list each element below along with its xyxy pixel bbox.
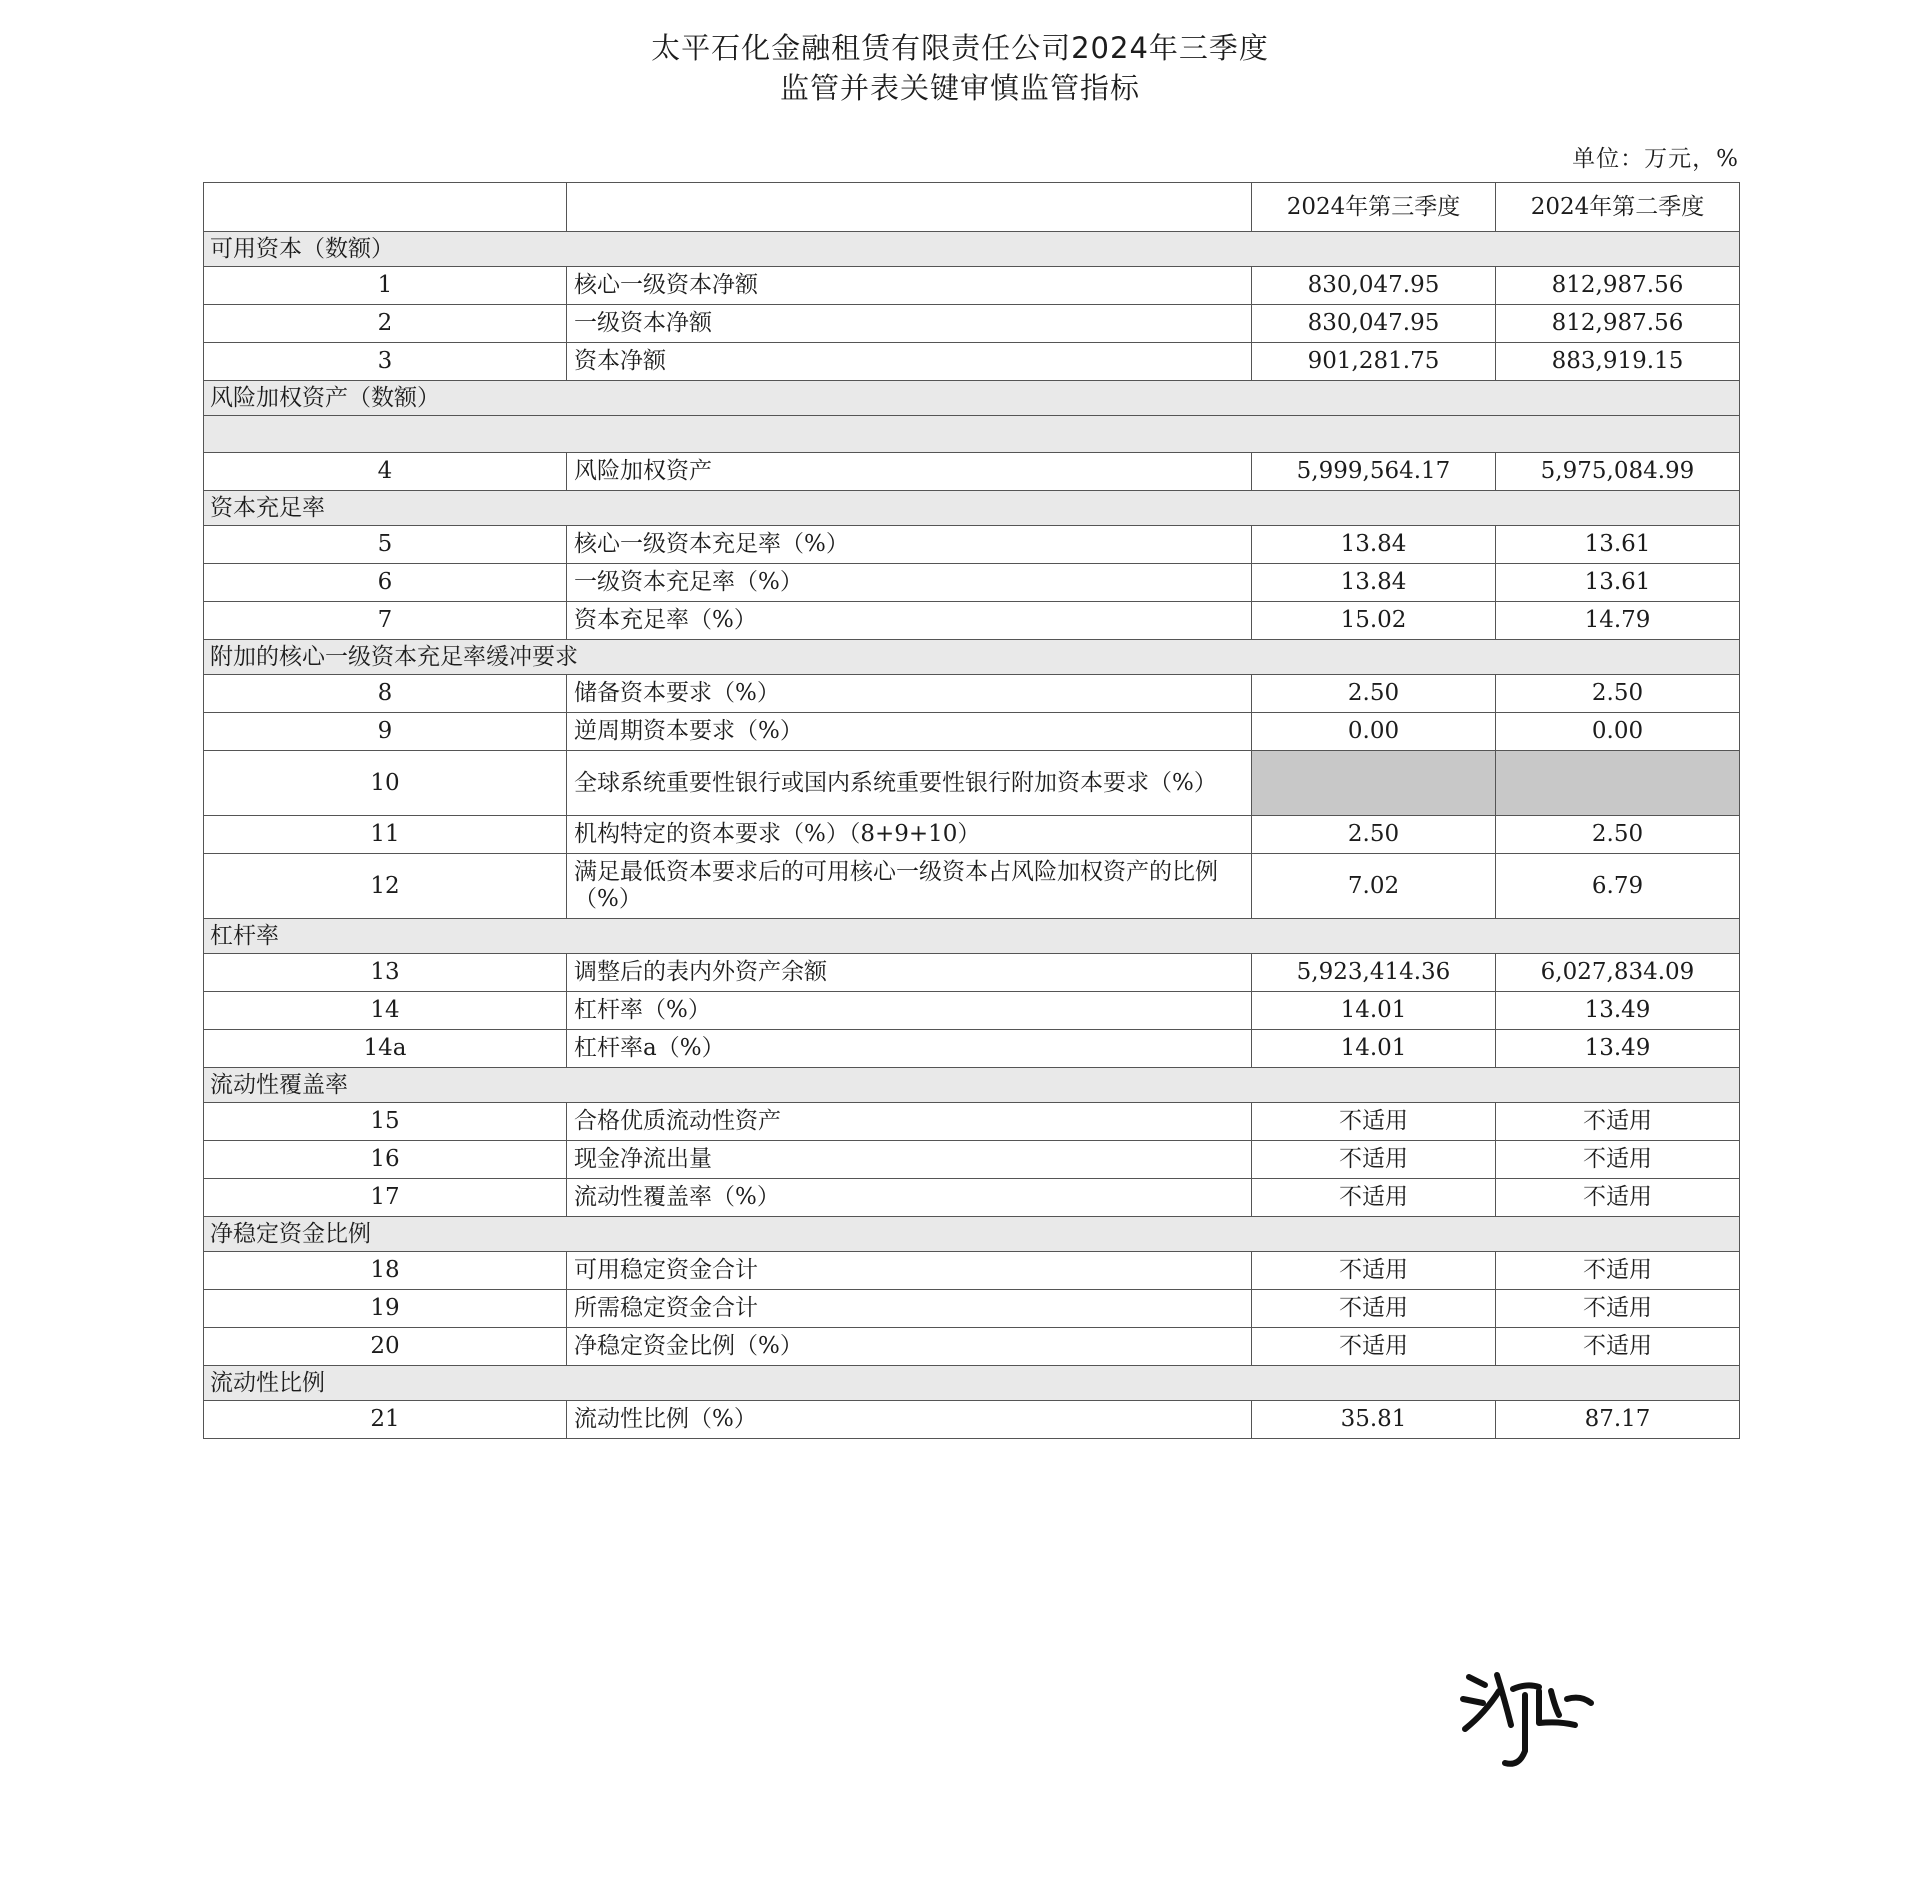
row-label: 风险加权资产 bbox=[567, 453, 1252, 491]
value-q3: 不适用 bbox=[1252, 1328, 1496, 1366]
row-label: 储备资本要求（%） bbox=[567, 675, 1252, 713]
table-row bbox=[204, 267, 1740, 305]
header-q3: 2024年第三季度 bbox=[1252, 183, 1496, 232]
row-number: 2 bbox=[204, 305, 567, 343]
table-row bbox=[204, 526, 1740, 564]
value-q3: 830,047.95 bbox=[1252, 267, 1496, 305]
row-number: 11 bbox=[204, 816, 567, 854]
section-row bbox=[204, 1068, 1740, 1103]
row-number: 21 bbox=[204, 1401, 567, 1439]
document-title bbox=[0, 28, 1920, 108]
table-row bbox=[204, 854, 1740, 919]
title-line-1: 太平石化金融租赁有限责任公司2024年三季度 bbox=[651, 31, 1269, 65]
row-number: 19 bbox=[204, 1290, 567, 1328]
value-q2: 不适用 bbox=[1496, 1290, 1740, 1328]
table-row bbox=[204, 1103, 1740, 1141]
value-q3: 不适用 bbox=[1252, 1290, 1496, 1328]
value-q3: 不适用 bbox=[1252, 1179, 1496, 1217]
value-q2: 不适用 bbox=[1496, 1179, 1740, 1217]
row-label: 净稳定资金比例（%） bbox=[567, 1328, 1252, 1366]
table-row bbox=[204, 1290, 1740, 1328]
row-label: 可用稳定资金合计 bbox=[567, 1252, 1252, 1290]
row-number: 13 bbox=[204, 954, 567, 992]
row-number: 15 bbox=[204, 1103, 567, 1141]
section-title: 流动性比例 bbox=[204, 1366, 1740, 1401]
section-title: 流动性覆盖率 bbox=[204, 1068, 1740, 1103]
row-label: 机构特定的资本要求（%）（8+9+10） bbox=[567, 816, 1252, 854]
row-label: 流动性覆盖率（%） bbox=[567, 1179, 1252, 1217]
section-row bbox=[204, 1217, 1740, 1252]
row-number: 14 bbox=[204, 992, 567, 1030]
value-q2: 13.61 bbox=[1496, 526, 1740, 564]
row-number: 12 bbox=[204, 854, 567, 919]
row-label: 资本充足率（%） bbox=[567, 602, 1252, 640]
row-number: 16 bbox=[204, 1141, 567, 1179]
value-q3 bbox=[1252, 751, 1496, 816]
row-label: 现金净流出量 bbox=[567, 1141, 1252, 1179]
value-q2: 883,919.15 bbox=[1496, 343, 1740, 381]
header-blank-no bbox=[204, 183, 567, 232]
blank-shaded-row bbox=[204, 416, 1740, 453]
row-label: 杠杆率（%） bbox=[567, 992, 1252, 1030]
value-q2: 13.49 bbox=[1496, 992, 1740, 1030]
row-number: 6 bbox=[204, 564, 567, 602]
handwritten-signature bbox=[1455, 1655, 1605, 1775]
table-row bbox=[204, 1179, 1740, 1217]
value-q3: 不适用 bbox=[1252, 1252, 1496, 1290]
value-q3: 901,281.75 bbox=[1252, 343, 1496, 381]
table-row bbox=[204, 713, 1740, 751]
blank-shaded-cell bbox=[204, 416, 1740, 453]
table-row bbox=[204, 954, 1740, 992]
value-q2: 0.00 bbox=[1496, 713, 1740, 751]
value-q2: 6.79 bbox=[1496, 854, 1740, 919]
value-q2: 13.49 bbox=[1496, 1030, 1740, 1068]
title-line-2: 监管并表关键审慎监管指标 bbox=[779, 71, 1140, 105]
section-row bbox=[204, 1366, 1740, 1401]
row-label: 杠杆率a（%） bbox=[567, 1030, 1252, 1068]
row-label: 所需稳定资金合计 bbox=[567, 1290, 1252, 1328]
table-row bbox=[204, 751, 1740, 816]
value-q2: 812,987.56 bbox=[1496, 305, 1740, 343]
value-q3: 7.02 bbox=[1252, 854, 1496, 919]
value-q2: 812,987.56 bbox=[1496, 267, 1740, 305]
row-label: 核心一级资本净额 bbox=[567, 267, 1252, 305]
section-row bbox=[204, 919, 1740, 954]
table-row bbox=[204, 1401, 1740, 1439]
value-q3: 13.84 bbox=[1252, 564, 1496, 602]
table-row bbox=[204, 343, 1740, 381]
table-row bbox=[204, 602, 1740, 640]
value-q2: 14.79 bbox=[1496, 602, 1740, 640]
row-number: 10 bbox=[204, 751, 567, 816]
value-q3: 5,923,414.36 bbox=[1252, 954, 1496, 992]
value-q2 bbox=[1496, 751, 1740, 816]
row-number: 7 bbox=[204, 602, 567, 640]
table-row bbox=[204, 816, 1740, 854]
value-q2: 87.17 bbox=[1496, 1401, 1740, 1439]
header-q2: 2024年第二季度 bbox=[1496, 183, 1740, 232]
value-q2: 5,975,084.99 bbox=[1496, 453, 1740, 491]
row-label: 满足最低资本要求后的可用核心一级资本占风险加权资产的比例（%） bbox=[567, 854, 1252, 919]
row-number: 17 bbox=[204, 1179, 567, 1217]
section-row bbox=[204, 381, 1740, 416]
table-row bbox=[204, 305, 1740, 343]
row-label: 调整后的表内外资产余额 bbox=[567, 954, 1252, 992]
row-number: 14a bbox=[204, 1030, 567, 1068]
row-number: 8 bbox=[204, 675, 567, 713]
value-q2: 不适用 bbox=[1496, 1252, 1740, 1290]
row-label: 资本净额 bbox=[567, 343, 1252, 381]
value-q3: 830,047.95 bbox=[1252, 305, 1496, 343]
table-row bbox=[204, 1328, 1740, 1366]
row-number: 9 bbox=[204, 713, 567, 751]
table-row bbox=[204, 1252, 1740, 1290]
section-title: 风险加权资产（数额） bbox=[204, 381, 1740, 416]
value-q3: 不适用 bbox=[1252, 1103, 1496, 1141]
value-q2: 6,027,834.09 bbox=[1496, 954, 1740, 992]
table-row bbox=[204, 564, 1740, 602]
row-label: 核心一级资本充足率（%） bbox=[567, 526, 1252, 564]
value-q2: 不适用 bbox=[1496, 1103, 1740, 1141]
section-title: 资本充足率 bbox=[204, 491, 1740, 526]
value-q2: 不适用 bbox=[1496, 1328, 1740, 1366]
indicator-table bbox=[203, 182, 1740, 1439]
section-row bbox=[204, 232, 1740, 267]
row-number: 1 bbox=[204, 267, 567, 305]
row-label: 流动性比例（%） bbox=[567, 1401, 1252, 1439]
value-q3: 2.50 bbox=[1252, 675, 1496, 713]
row-number: 20 bbox=[204, 1328, 567, 1366]
section-row bbox=[204, 491, 1740, 526]
table-row bbox=[204, 675, 1740, 713]
row-number: 3 bbox=[204, 343, 567, 381]
section-title: 附加的核心一级资本充足率缓冲要求 bbox=[204, 640, 1740, 675]
section-title: 杠杆率 bbox=[204, 919, 1740, 954]
table-row bbox=[204, 1141, 1740, 1179]
section-row bbox=[204, 640, 1740, 675]
unit-note: 单位：万元，% bbox=[1572, 146, 1739, 172]
table-row bbox=[204, 453, 1740, 491]
value-q2: 13.61 bbox=[1496, 564, 1740, 602]
table-row bbox=[204, 992, 1740, 1030]
row-number: 18 bbox=[204, 1252, 567, 1290]
value-q3: 35.81 bbox=[1252, 1401, 1496, 1439]
value-q3: 14.01 bbox=[1252, 1030, 1496, 1068]
row-label: 逆周期资本要求（%） bbox=[567, 713, 1252, 751]
section-title: 净稳定资金比例 bbox=[204, 1217, 1740, 1252]
row-label: 一级资本净额 bbox=[567, 305, 1252, 343]
value-q3: 5,999,564.17 bbox=[1252, 453, 1496, 491]
value-q2: 2.50 bbox=[1496, 816, 1740, 854]
row-label: 合格优质流动性资产 bbox=[567, 1103, 1252, 1141]
value-q3: 14.01 bbox=[1252, 992, 1496, 1030]
header-blank-label bbox=[567, 183, 1252, 232]
table-row bbox=[204, 1030, 1740, 1068]
section-title: 可用资本（数额） bbox=[204, 232, 1740, 267]
value-q3: 2.50 bbox=[1252, 816, 1496, 854]
row-number: 5 bbox=[204, 526, 567, 564]
row-number: 4 bbox=[204, 453, 567, 491]
value-q3: 不适用 bbox=[1252, 1141, 1496, 1179]
value-q3: 0.00 bbox=[1252, 713, 1496, 751]
value-q3: 13.84 bbox=[1252, 526, 1496, 564]
indicator-table-body bbox=[204, 183, 1740, 1439]
value-q2: 2.50 bbox=[1496, 675, 1740, 713]
header-row bbox=[204, 183, 1740, 232]
row-label: 一级资本充足率（%） bbox=[567, 564, 1252, 602]
value-q3: 15.02 bbox=[1252, 602, 1496, 640]
value-q2: 不适用 bbox=[1496, 1141, 1740, 1179]
row-label: 全球系统重要性银行或国内系统重要性银行附加资本要求（%） bbox=[567, 751, 1252, 816]
